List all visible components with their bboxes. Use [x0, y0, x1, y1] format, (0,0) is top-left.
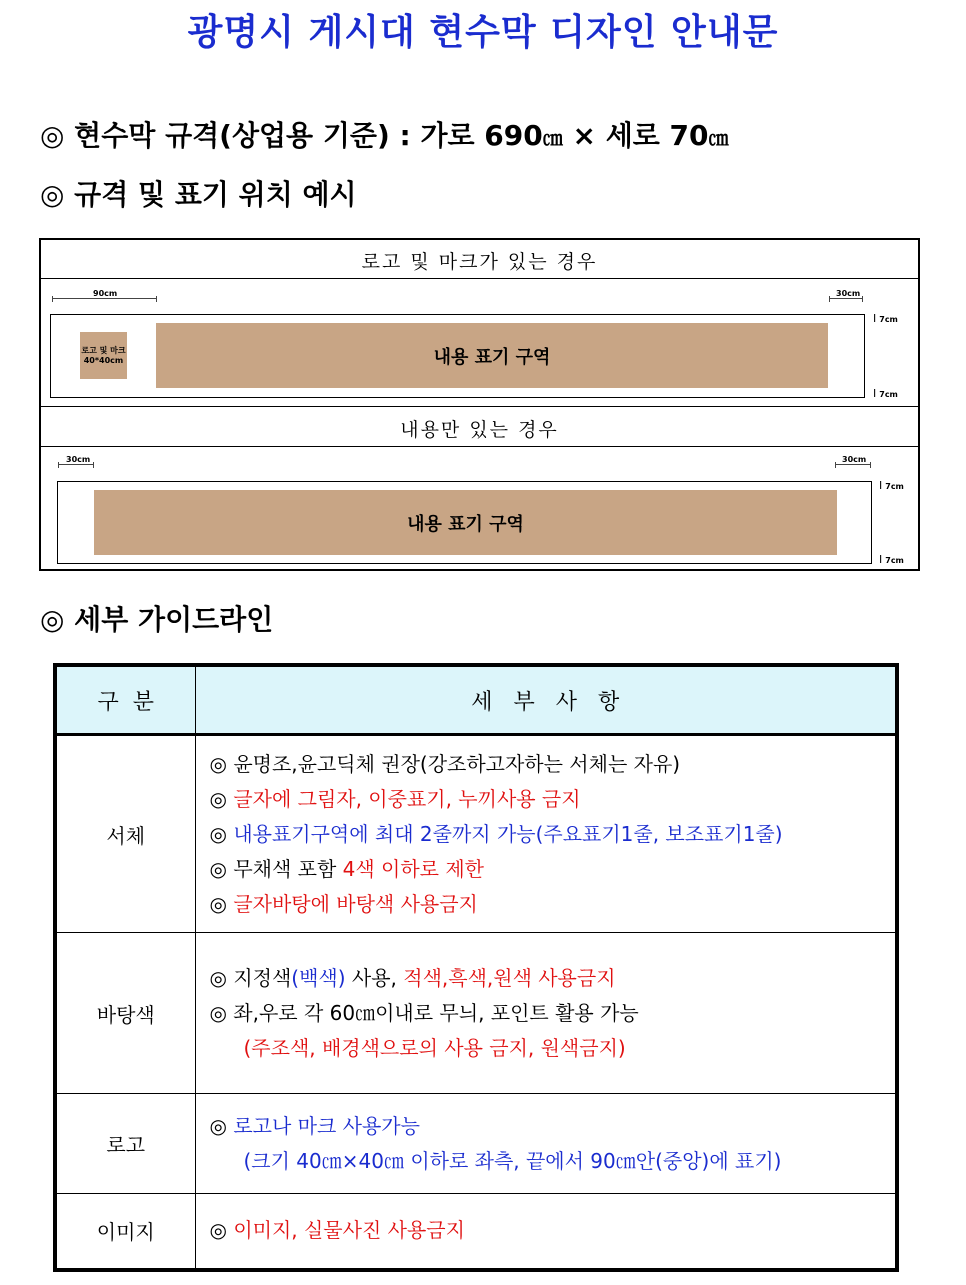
- category-logo: 로고: [55, 1094, 195, 1194]
- category-background: 바탕색: [55, 933, 195, 1094]
- bullet: ◎: [209, 1218, 234, 1243]
- table-header-row: [55, 665, 897, 735]
- bullet: ◎: [209, 751, 234, 776]
- detail-line: [210, 1213, 895, 1248]
- case1-banner: [50, 314, 865, 398]
- case1-left-ruler: [52, 296, 157, 302]
- case1-bottom-margin: I 7cm: [873, 387, 898, 400]
- bullet: ◎: [209, 965, 234, 990]
- detail-line: [210, 961, 895, 996]
- table-row: [55, 933, 897, 1094]
- bullet: ◎: [209, 891, 234, 916]
- detail-line: [210, 747, 895, 782]
- logo-area: [80, 332, 127, 379]
- logo-label-line1: 로고 및 마크: [81, 345, 126, 355]
- detail-text-red: 4색 이하로 제한: [342, 856, 484, 881]
- case1-top-margin: I 7cm: [873, 312, 898, 325]
- detail-line: [210, 887, 895, 922]
- divider: [41, 446, 918, 447]
- case2-top-margin: I 7cm: [879, 479, 904, 492]
- case1-caption: 로고 및 마크가 있는 경우: [361, 251, 598, 273]
- content-area: [156, 323, 828, 388]
- detail-line: [210, 852, 895, 887]
- detail-line: (크기 40㎝×40㎝ 이하로 좌측, 끝에서 90㎝안(중앙)에 표기): [243, 1148, 782, 1173]
- content-area: [94, 490, 837, 555]
- divider: [41, 278, 918, 279]
- divider: [41, 406, 918, 407]
- detail-text-red: 글자에 그림자, 이중표기, 누끼사용 금지: [233, 786, 581, 811]
- detail-text-red: 글자바탕에 바탕색 사용금지: [233, 891, 478, 916]
- detail-text: 지정색: [233, 965, 292, 990]
- case2-left-ruler: [58, 462, 94, 468]
- logo-label-line2: 40*40cm: [83, 355, 124, 365]
- table-row: [55, 1094, 897, 1194]
- guideline-table: [53, 663, 899, 1272]
- spec-heading: [40, 114, 729, 154]
- page-title: 광명시 게시대 현수막 디자인 안내문: [187, 12, 779, 53]
- spec-mid: × 세로 70: [562, 119, 709, 152]
- details-logo: [195, 1094, 897, 1194]
- bullet: ◎: [209, 821, 234, 846]
- detail-text-blue: (백색): [291, 965, 346, 990]
- bullet: ◎: [209, 856, 234, 881]
- detail-line: [210, 817, 895, 852]
- case2-right-ruler: [835, 462, 871, 468]
- detail-line: [210, 782, 895, 817]
- table-row: [55, 1194, 897, 1270]
- category-font: 서체: [55, 735, 195, 933]
- detail-text: 사용,: [345, 965, 404, 990]
- spec-unit-width: ㎝: [542, 126, 563, 150]
- category-image: 이미지: [55, 1194, 195, 1270]
- detail-text-red: 적색,흑색,원색 사용금지: [403, 965, 616, 990]
- bullet: ◎: [209, 786, 234, 811]
- case2-caption: 내용만 있는 경우: [400, 419, 559, 441]
- details-font: [195, 735, 897, 933]
- example-heading: ◎ 규격 및 표기 위치 예시: [40, 178, 357, 211]
- detail-text-blue: 내용표기구역에 최대 2줄까지 가능(주요표기1줄, 보조표기1줄): [233, 821, 783, 846]
- detail-text-blue: 로고나 마크 사용가능: [233, 1113, 420, 1138]
- table-row: [55, 735, 897, 933]
- case2-banner: [57, 481, 872, 564]
- details-image: [195, 1194, 897, 1270]
- case2-right-dimension: 30cm: [842, 455, 867, 464]
- detail-line: ◎ 좌,우로 각 60㎝이내로 무늬, 포인트 활용 가능: [209, 1000, 639, 1025]
- spec-unit-height: ㎝: [708, 126, 729, 150]
- layout-diagram: [39, 238, 920, 571]
- spec-prefix: ◎ 현수막 규격(상업용 기준) : 가로 690: [40, 119, 543, 152]
- content-area-label: 내용 표기 구역: [433, 346, 551, 368]
- detail-line: [210, 1109, 895, 1144]
- details-background: [195, 933, 897, 1094]
- detail-text-red: 이미지, 실물사진 사용금지: [233, 1218, 465, 1243]
- header-details: 세 부 사 항: [195, 665, 897, 735]
- case2-left-dimension: 30cm: [66, 455, 91, 464]
- detail-text: 무채색 포함: [233, 856, 343, 881]
- content-area-label: 내용 표기 구역: [407, 513, 524, 535]
- header-category: 구 분: [55, 665, 195, 735]
- detail-text: 윤명조,윤고딕체 권장(강조하고자하는 서체는 자유): [233, 751, 681, 776]
- detail-line: (주조색, 배경색으로의 사용 금지, 원색금지): [243, 1035, 626, 1060]
- case1-right-ruler: [829, 296, 863, 302]
- bullet: ◎: [209, 1113, 234, 1138]
- case2-bottom-margin: I 7cm: [879, 553, 904, 566]
- case1-right-dimension: 30cm: [836, 289, 861, 298]
- guideline-heading: ◎ 세부 가이드라인: [40, 603, 274, 636]
- case1-left-dimension: 90cm: [93, 289, 118, 298]
